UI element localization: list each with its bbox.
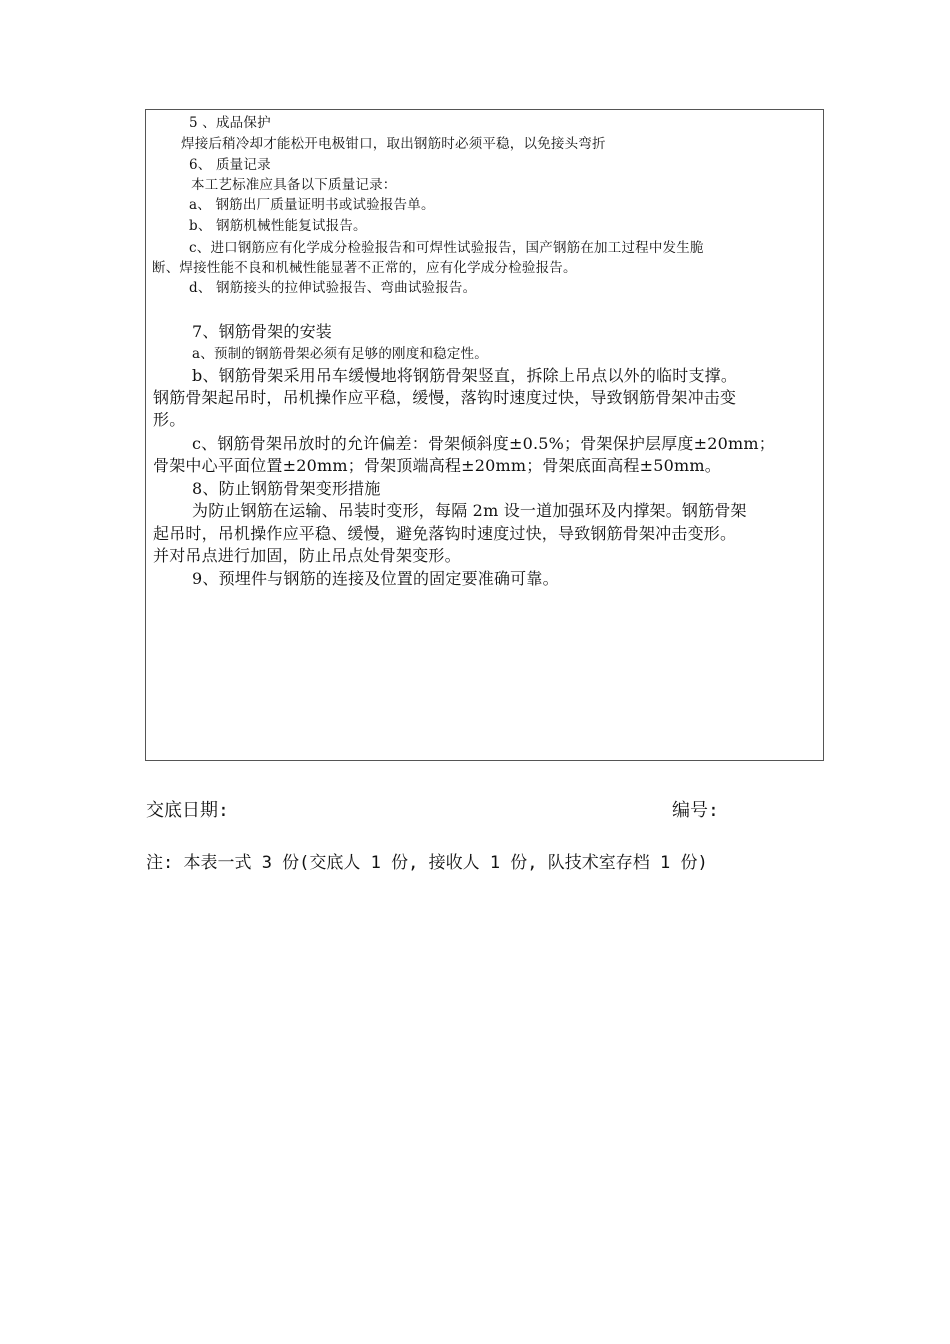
- section-7-item-a: a、预制的钢筋骨架必须有足够的刚度和稳定性。: [192, 346, 488, 362]
- section-6-title: 6、 质量记录: [189, 157, 271, 173]
- content-box: [145, 109, 824, 761]
- section-6-item-c-line1: c、进口钢筋应有化学成分检验报告和可焊性试验报告，国产钢筋在加工过程中发生脆: [189, 240, 704, 256]
- section-7-item-b-line3: 形。: [153, 410, 186, 429]
- section-6-item-d: d、 钢筋接头的拉伸试验报告、弯曲试验报告。: [189, 280, 477, 296]
- section-7-item-c-line2: 骨架中心平面位置±20mm；骨架顶端高程±20mm；骨架底面高程±50mm。: [153, 456, 721, 475]
- document-number-label: 编号:: [672, 800, 719, 821]
- section-9-title: 9、预埋件与钢筋的连接及位置的固定要准确可靠。: [192, 569, 559, 588]
- section-6-item-a: a、 钢筋出厂质量证明书或试验报告单。: [189, 197, 435, 213]
- section-7-item-c-line1: c、钢筋骨架吊放时的允许偏差：骨架倾斜度±0.5%；骨架保护层厚度±20mm；: [192, 434, 775, 453]
- section-8-line2: 起吊时，吊机操作应平稳、缓慢，避免落钩时速度过快，导致钢筋骨架冲击变形。: [153, 524, 737, 543]
- section-8-title: 8、防止钢筋骨架变形措施: [192, 479, 381, 498]
- distribution-note: 注: 本表一式 3 份(交底人 1 份, 接收人 1 份, 队技术室存档 1 份): [146, 853, 708, 873]
- section-8-line1: 为防止钢筋在运输、吊装时变形，每隔 2m 设一道加强环及内撑架。钢筋骨架: [192, 501, 747, 520]
- handover-date-label: 交底日期:: [146, 800, 229, 821]
- section-7-item-b-line1: b、钢筋骨架采用吊车缓慢地将钢筋骨架竖直，拆除上吊点以外的临时支撑。: [192, 366, 738, 385]
- section-5-title: 5 、成品保护: [189, 115, 271, 131]
- section-7-title: 7、钢筋骨架的安装: [192, 322, 332, 341]
- section-6-item-c-line2: 断、焊接性能不良和机械性能显著不正常的，应有化学成分检验报告。: [152, 260, 577, 276]
- section-6-item-b: b、 钢筋机械性能复试报告。: [189, 218, 367, 234]
- section-5-text: 焊接后稍冷却才能松开电极钳口，取出钢筋时必须平稳，以免接头弯折: [181, 136, 606, 152]
- section-8-line3: 并对吊点进行加固，防止吊点处骨架变形。: [153, 546, 461, 565]
- section-6-intro: 本工艺标准应具备以下质量记录：: [191, 177, 397, 193]
- section-7-item-b-line2: 钢筋骨架起吊时，吊机操作应平稳，缓慢，落钩时速度过快，导致钢筋骨架冲击变: [153, 388, 737, 407]
